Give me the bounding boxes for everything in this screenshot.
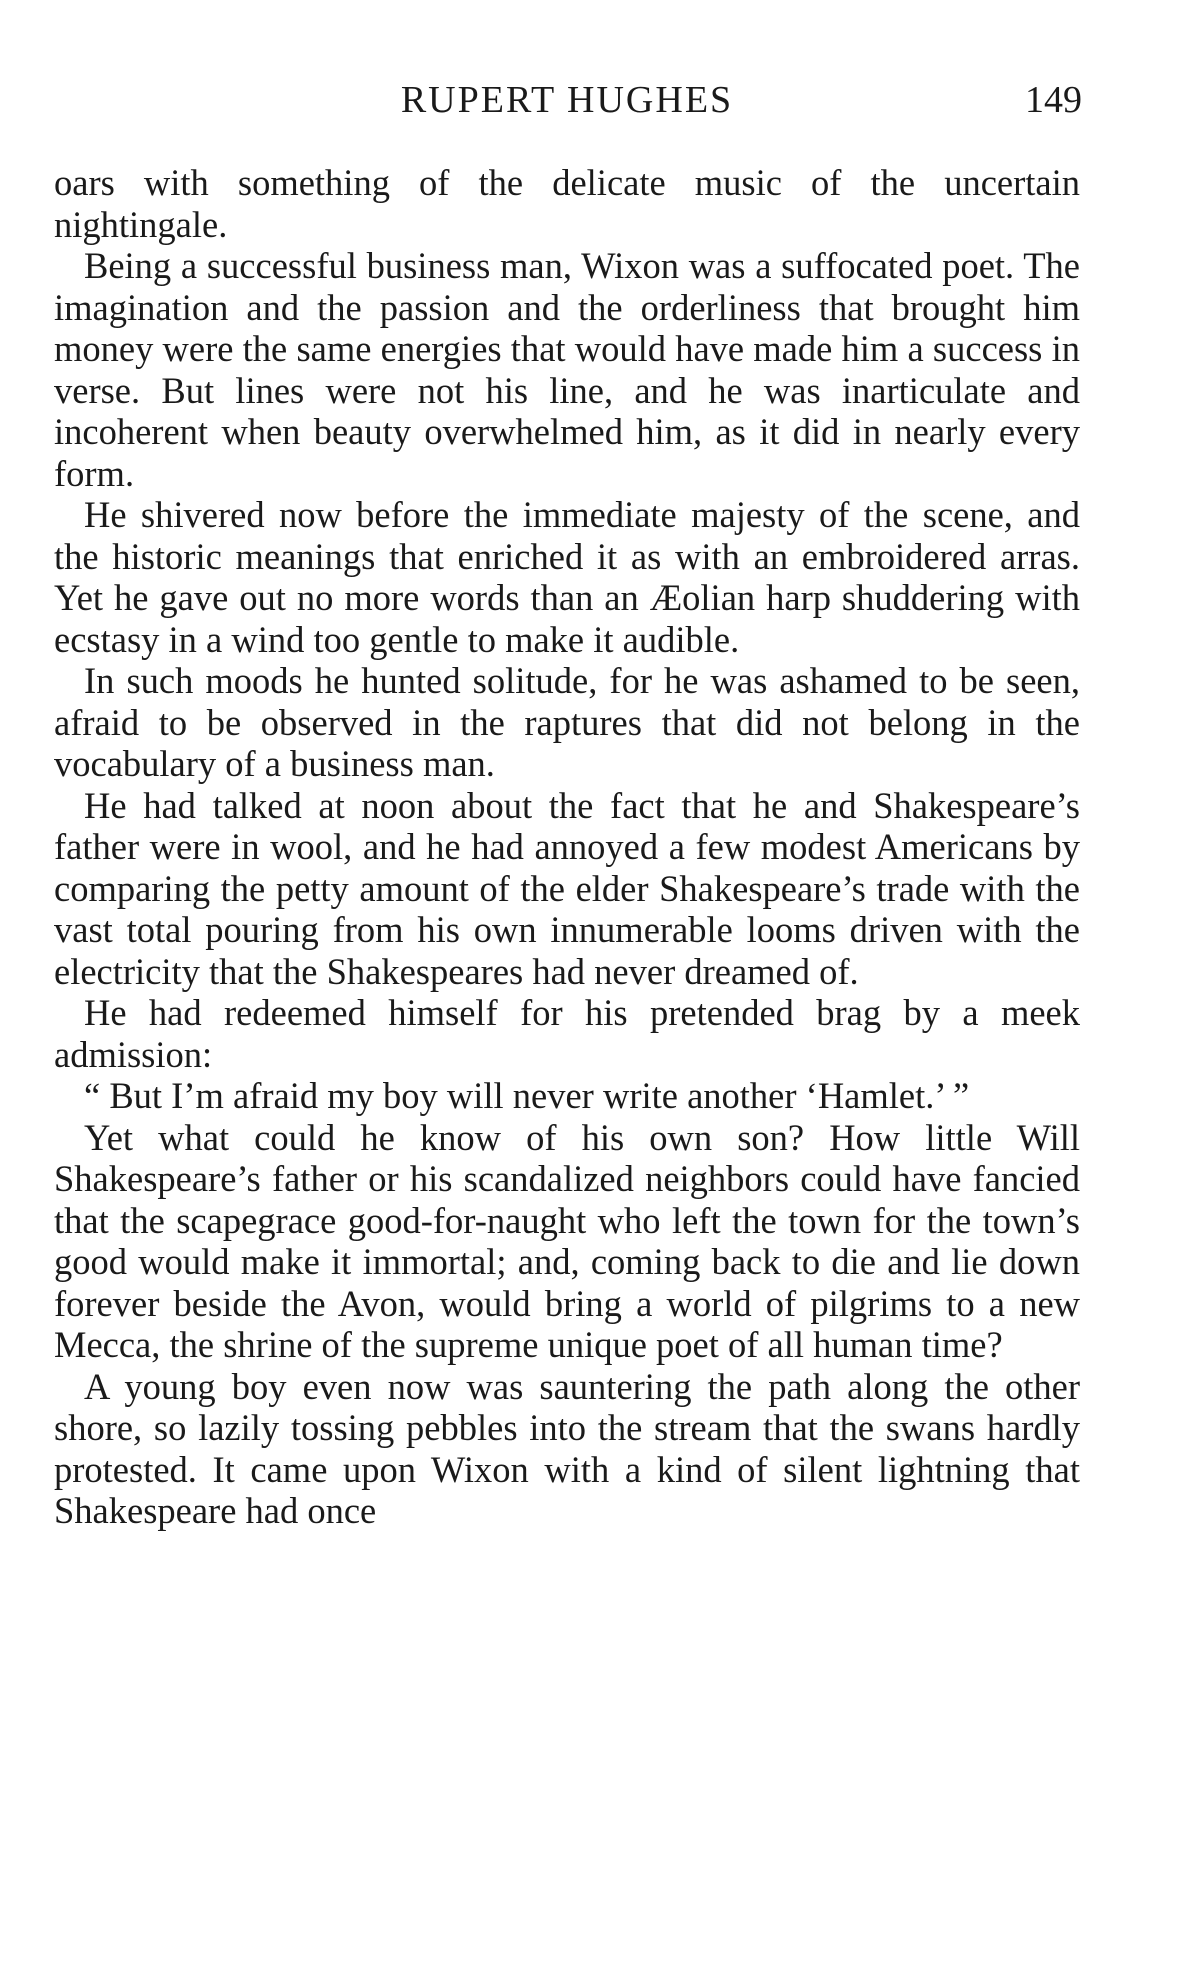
paragraph-5: He had talked at noon about the fact that he and Shakespeare’s father were in wool, and he had annoyed a few modest Americans by comparing the petty amount of the elder Shakespeare’s trade with the vast total pouring from his own innumerable looms driven with the electricity that the Shakespeares had never dreamed of. bbox=[54, 784, 1080, 992]
paragraph-6: He had redeemed himself for his pretended brag by a meek admission: bbox=[54, 992, 1080, 1075]
body-text bbox=[54, 162, 1080, 1532]
paragraph-1: oars with something of the delicate music of the uncertain nightingale. bbox=[54, 162, 1080, 245]
paragraph-2: Being a successful business man, Wixon was a suffocated poet. The imagination and the passion and the orderliness that brought him money were the same energies that would have made him a success in verse. But lines were not his line, and he was inarticulate and incoherent when beauty overwhelmed him, as it did in nearly every form. bbox=[54, 245, 1080, 494]
paragraph-4: In such moods he hunted solitude, for he was ashamed to be seen, afraid to be observed in the raptures that did not belong in the vocabulary of a business man. bbox=[54, 660, 1080, 784]
page-number: 149 bbox=[1025, 79, 1082, 121]
paragraph-3: He shivered now before the immediate majesty of the scene, and the historic meanings that enriched it as with an embroidered arras. Yet he gave out no more words than an Æolian harp shuddering with ecstasy in a wind too gentle to make it audible. bbox=[54, 494, 1080, 660]
running-title: RUPERT HUGHES bbox=[400, 79, 734, 121]
paragraph-9: A young boy even now was sauntering the path along the other shore, so lazily tossing pebbles into the stream that the swans hardly protested. It came upon Wixon with a kind of silent lightning that Shakespeare had once bbox=[54, 1365, 1080, 1531]
paragraph-8: Yet what could he know of his own son? How little Will Shakespeare’s father or his scandalized neighbors could have fancied that the scapegrace good-for-naught who left the town for the town’s good would make it immortal; and, coming back to die and lie down forever beside the Avon, would bring a world of pilgrims to a new Mecca, the shrine of the supreme unique poet of all human time? bbox=[54, 1116, 1080, 1365]
running-head bbox=[52, 78, 1082, 128]
paragraph-7: “ But I’m afraid my boy will never write another ‘Hamlet.’ ” bbox=[84, 1075, 970, 1116]
